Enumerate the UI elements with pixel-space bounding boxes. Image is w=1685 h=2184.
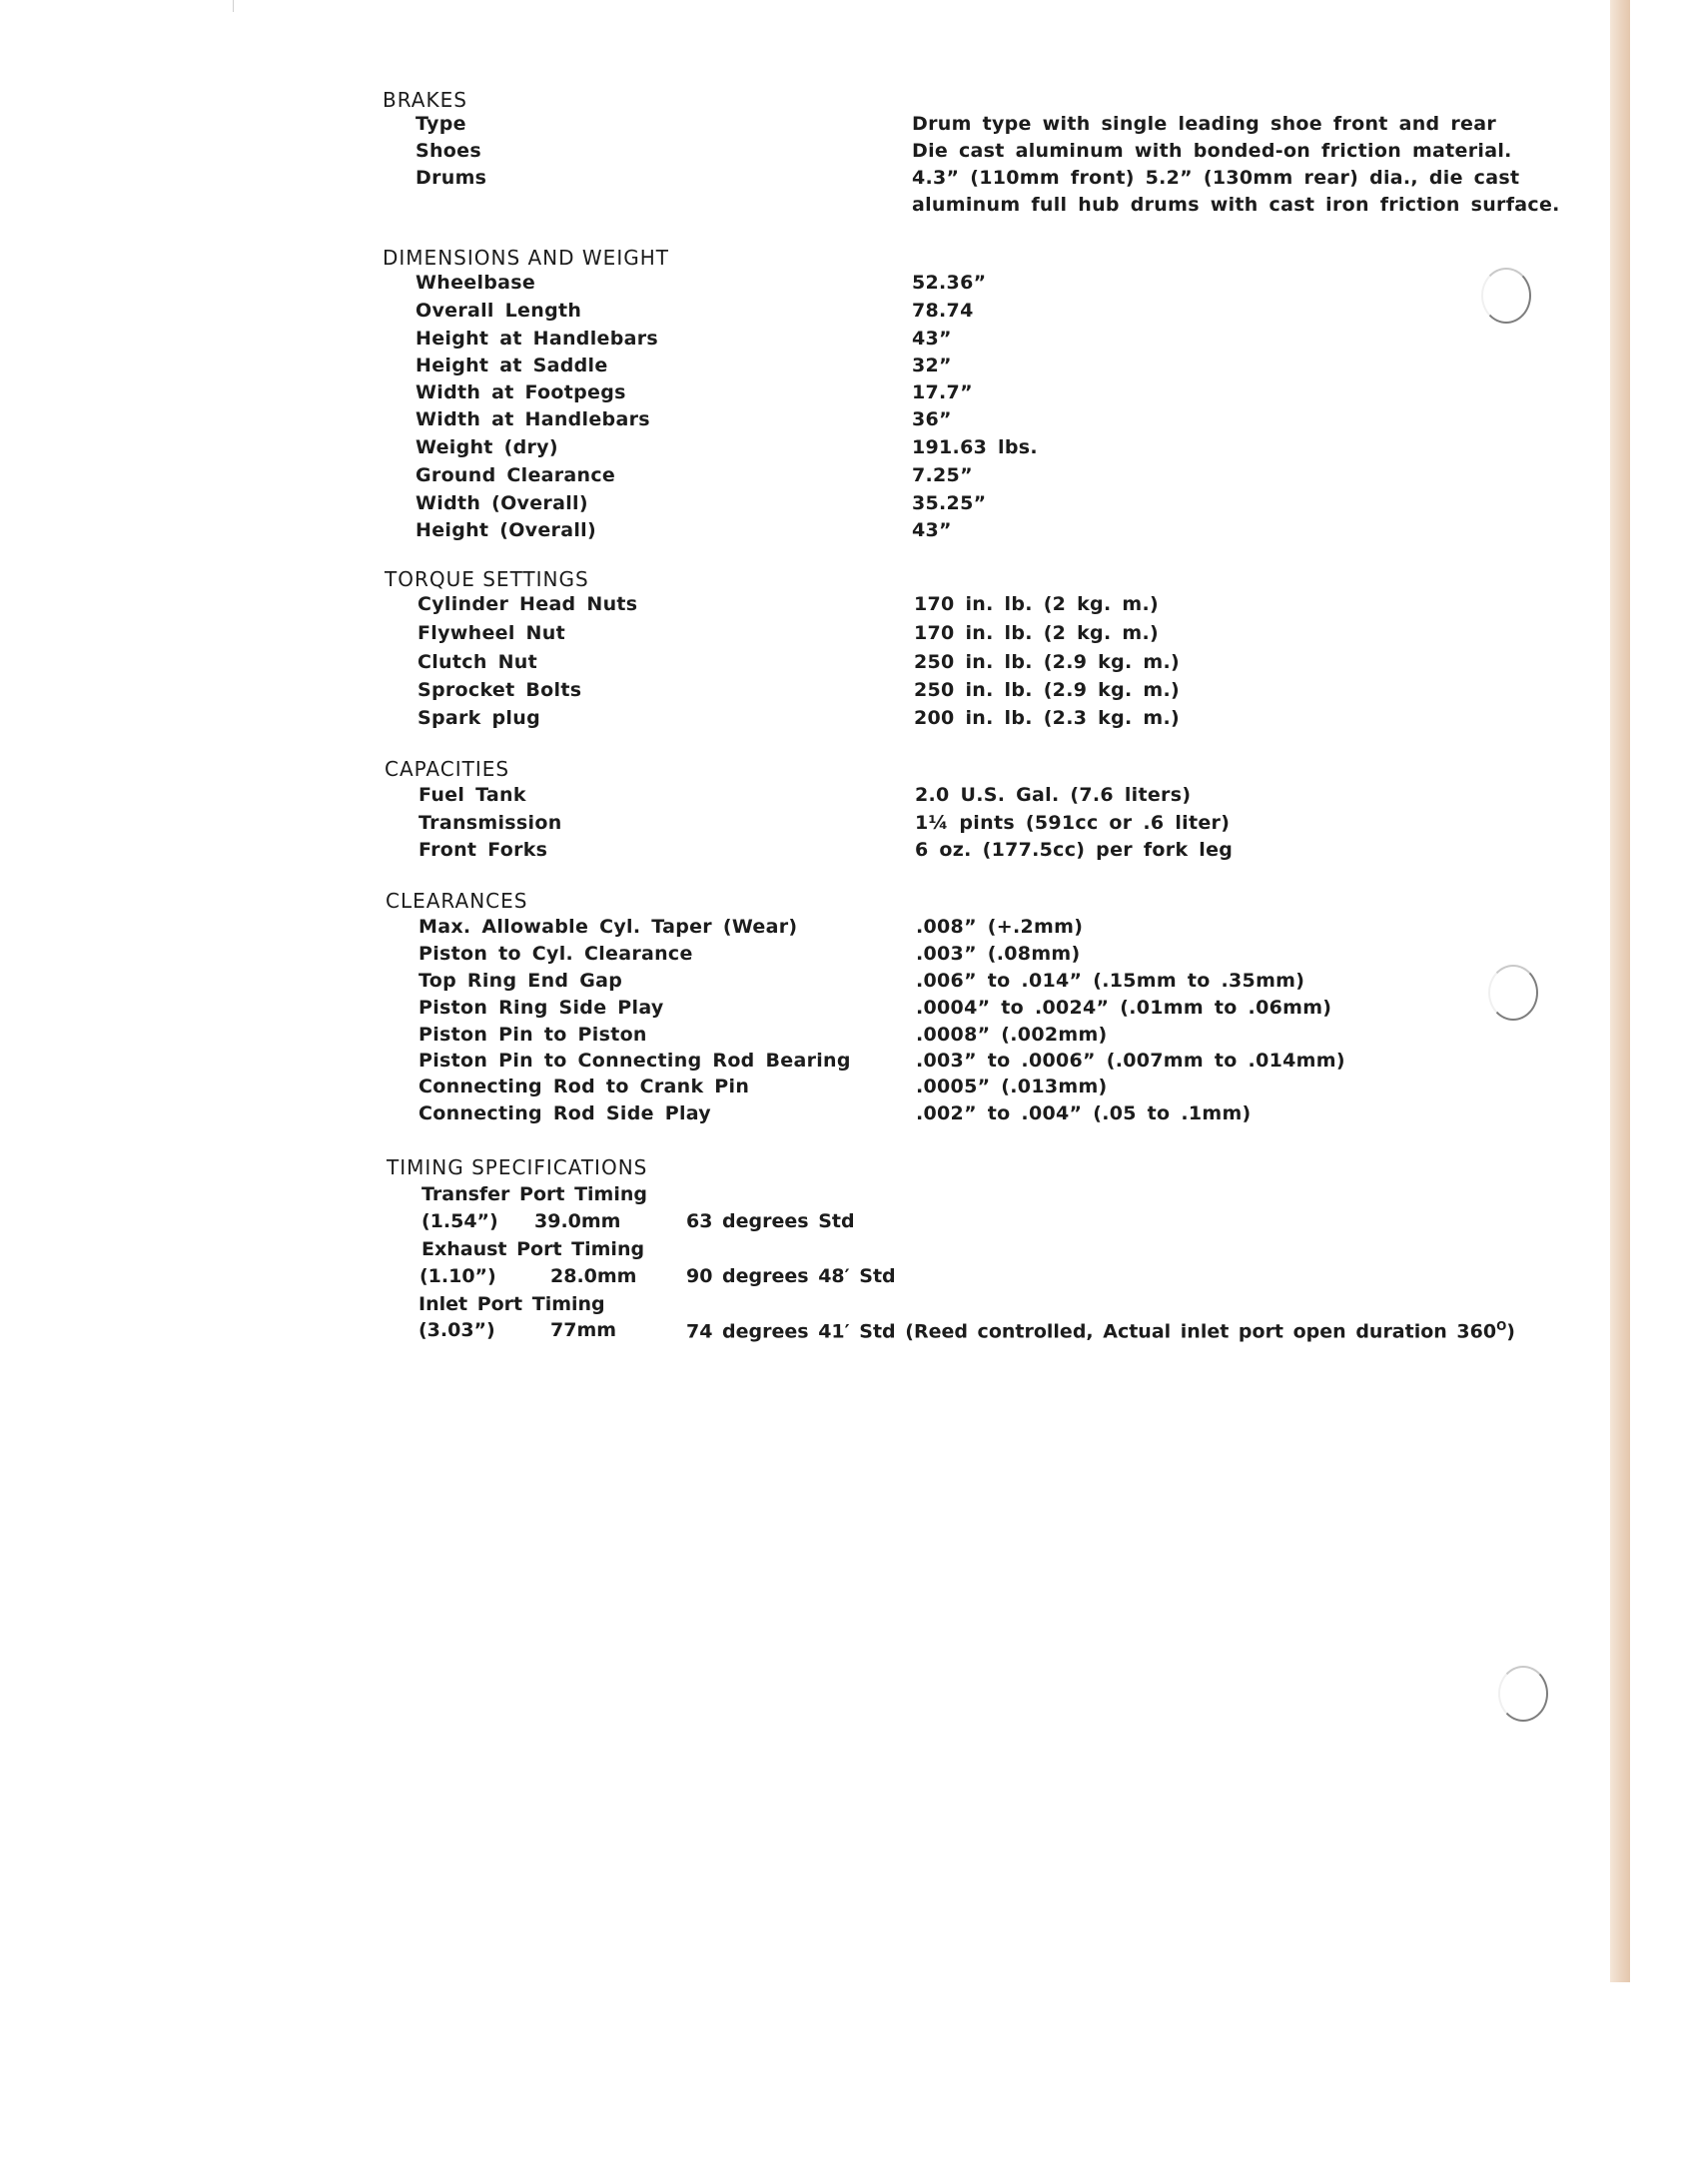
spec-label: Max. Allowable Cyl. Taper (Wear) <box>419 916 798 938</box>
spec-value: 250 in. lb. (2.9 kg. m.) <box>914 679 1181 701</box>
spec-value: Drum type with single leading shoe front and rear <box>912 113 1496 135</box>
timing-mm: 77mm <box>550 1319 617 1341</box>
timing-label: Inlet Port Timing <box>419 1293 605 1315</box>
spec-value: aluminum full hub drums with cast iron friction surface. <box>912 194 1560 216</box>
spec-label: Fuel Tank <box>419 784 526 806</box>
timing-value <box>686 1265 896 1287</box>
spec-value: 36” <box>912 408 952 430</box>
spec-value: Die cast aluminum with bonded-on friction material. <box>912 140 1512 162</box>
section-title: CLEARANCES <box>386 889 528 913</box>
timing-value <box>686 1210 855 1232</box>
spec-label: Width (Overall) <box>416 492 588 514</box>
timing-label: Transfer Port Timing <box>421 1183 647 1205</box>
spec-value: .0004” to .0024” (.01mm to .06mm) <box>916 997 1332 1019</box>
timing-value-text: 90 degrees 48′ Std <box>686 1265 896 1287</box>
timing-label: Exhaust Port Timing <box>421 1238 645 1260</box>
spec-label: Cylinder Head Nuts <box>418 593 638 615</box>
spec-label: Transmission <box>419 812 562 834</box>
spec-label: Spark plug <box>418 707 540 729</box>
timing-inches: (1.54”) <box>421 1210 498 1232</box>
spec-label: Shoes <box>416 140 481 162</box>
spec-label: Top Ring End Gap <box>419 970 623 992</box>
spec-value: 4.3” (110mm front) 5.2” (130mm rear) dia., die cast <box>912 167 1520 189</box>
spec-value: .003” (.08mm) <box>916 943 1081 965</box>
spec-value: 6 oz. (177.5cc) per fork leg <box>915 839 1234 861</box>
timing-mm: 39.0mm <box>534 1210 621 1232</box>
spec-value: .008” (+.2mm) <box>916 916 1084 938</box>
spec-value: .003” to .0006” (.007mm to .014mm) <box>916 1050 1345 1072</box>
timing-inches: (1.10”) <box>420 1265 496 1287</box>
spec-label: Front Forks <box>419 839 548 861</box>
spec-label: Width at Handlebars <box>416 408 650 430</box>
spec-value: 32” <box>912 355 952 376</box>
spec-label: Connecting Rod to Crank Pin <box>419 1076 750 1097</box>
page-edge-shadow <box>1610 0 1630 1982</box>
spec-value: 2.0 U.S. Gal. (7.6 liters) <box>915 784 1192 806</box>
spec-value: 170 in. lb. (2 kg. m.) <box>914 622 1159 644</box>
binder-hole-bottom <box>1498 1666 1548 1722</box>
timing-inches: (3.03”) <box>419 1319 495 1341</box>
spec-label: Piston Pin to Piston <box>419 1024 647 1046</box>
spec-label: Height (Overall) <box>416 519 596 541</box>
section-title: TIMING SPECIFICATIONS <box>387 1155 648 1179</box>
spec-label: Width at Footpegs <box>416 381 626 403</box>
spec-label: Ground Clearance <box>416 464 616 486</box>
timing-value-text: 74 degrees 41′ Std (Reed controlled, Actual inlet port open duration 360 <box>686 1320 1497 1343</box>
spec-value: 1¼ pints (591cc or .6 liter) <box>915 812 1231 834</box>
spec-label: Wheelbase <box>416 272 536 294</box>
section-title: CAPACITIES <box>385 757 510 781</box>
spec-label: Piston Pin to Connecting Rod Bearing <box>419 1050 851 1072</box>
spec-value: 7.25” <box>912 464 973 486</box>
spec-label: Clutch Nut <box>418 651 537 673</box>
spec-value: 52.36” <box>912 272 987 294</box>
spec-value: 250 in. lb. (2.9 kg. m.) <box>914 651 1181 673</box>
section-title: TORQUE SETTINGS <box>385 567 589 591</box>
spec-label: Weight (dry) <box>416 436 558 458</box>
spec-value: .0008” (.002mm) <box>916 1024 1108 1046</box>
spec-value: 200 in. lb. (2.3 kg. m.) <box>914 707 1181 729</box>
spec-value: .002” to .004” (.05 to .1mm) <box>916 1102 1252 1124</box>
spec-label: Connecting Rod Side Play <box>419 1102 711 1124</box>
section-title: DIMENSIONS AND WEIGHT <box>383 246 669 270</box>
spec-value: 191.63 lbs. <box>912 436 1038 458</box>
spec-value: 43” <box>912 328 952 350</box>
spec-label: Piston Ring Side Play <box>419 997 664 1019</box>
spec-label: Height at Handlebars <box>416 328 658 350</box>
timing-value <box>686 1319 1515 1342</box>
timing-value-text: 63 degrees Std <box>686 1210 855 1232</box>
spec-label: Piston to Cyl. Clearance <box>419 943 693 965</box>
spec-label: Overall Length <box>416 300 582 322</box>
spec-value: 170 in. lb. (2 kg. m.) <box>914 593 1159 615</box>
spec-label: Drums <box>416 167 487 189</box>
timing-mm: 28.0mm <box>550 1265 637 1287</box>
spec-label: Flywheel Nut <box>418 622 565 644</box>
spec-value: 43” <box>912 519 952 541</box>
spec-value: .006” to .014” (.15mm to .35mm) <box>916 970 1305 992</box>
timing-value-end: ) <box>1506 1320 1515 1343</box>
spec-label: Height at Saddle <box>416 355 608 376</box>
spec-value: 35.25” <box>912 492 987 514</box>
spec-value: .0005” (.013mm) <box>916 1076 1108 1097</box>
spec-label: Type <box>416 113 466 135</box>
spec-value: 78.74 <box>912 300 974 322</box>
spec-value: 17.7” <box>912 381 973 403</box>
spec-label: Sprocket Bolts <box>418 679 582 701</box>
timing-value-superscript: O <box>1496 1319 1507 1333</box>
section-title: BRAKES <box>383 88 467 112</box>
